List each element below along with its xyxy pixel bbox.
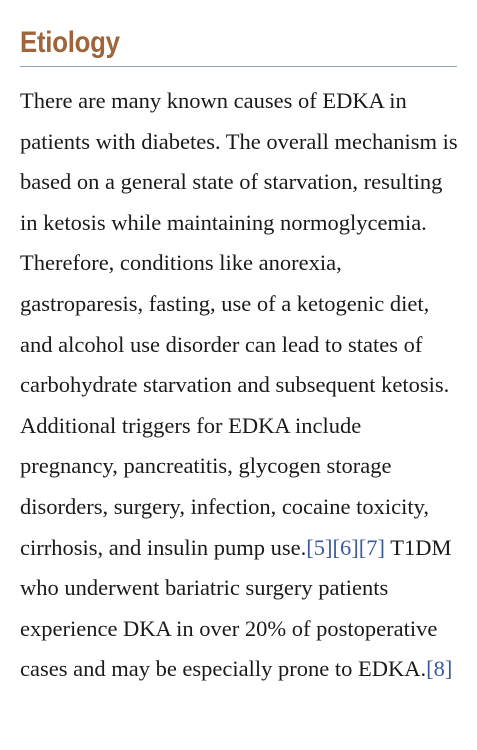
- heading-divider: [20, 66, 457, 67]
- etiology-section: [20, 24, 457, 690]
- citation-link-7[interactable]: [7]: [358, 534, 385, 560]
- citation-link-5[interactable]: [5]: [306, 534, 333, 560]
- paragraph-text-part-2: T1DM who underwent bariatric surgery patients experience DKA in over 20% of postoperative cases and may be especially prone to EDKA.: [20, 534, 452, 682]
- citation-link-6[interactable]: [6]: [332, 534, 359, 560]
- citation-link-8[interactable]: [8]: [426, 656, 453, 682]
- section-heading: Etiology: [20, 26, 120, 59]
- paragraph-text-part-1: There are many known causes of EDKA in patients with diabetes. The overall mechanism is based on a general state of starvation, resulting in ketosis while maintaining normoglycemia. Therefore, conditions like anorexia, gastroparesis, fasting, use of a ketogenic diet, and alcohol use disorder can lead to states of carbohydrate starvation and subsequent ketosis. Additional triggers for EDKA include pregnancy, pancreatitis, glycogen storage disorders, surgery, infection, cocaine toxicity, cirrhosis, and insulin pump use.: [20, 88, 458, 560]
- etiology-paragraph: [20, 81, 460, 690]
